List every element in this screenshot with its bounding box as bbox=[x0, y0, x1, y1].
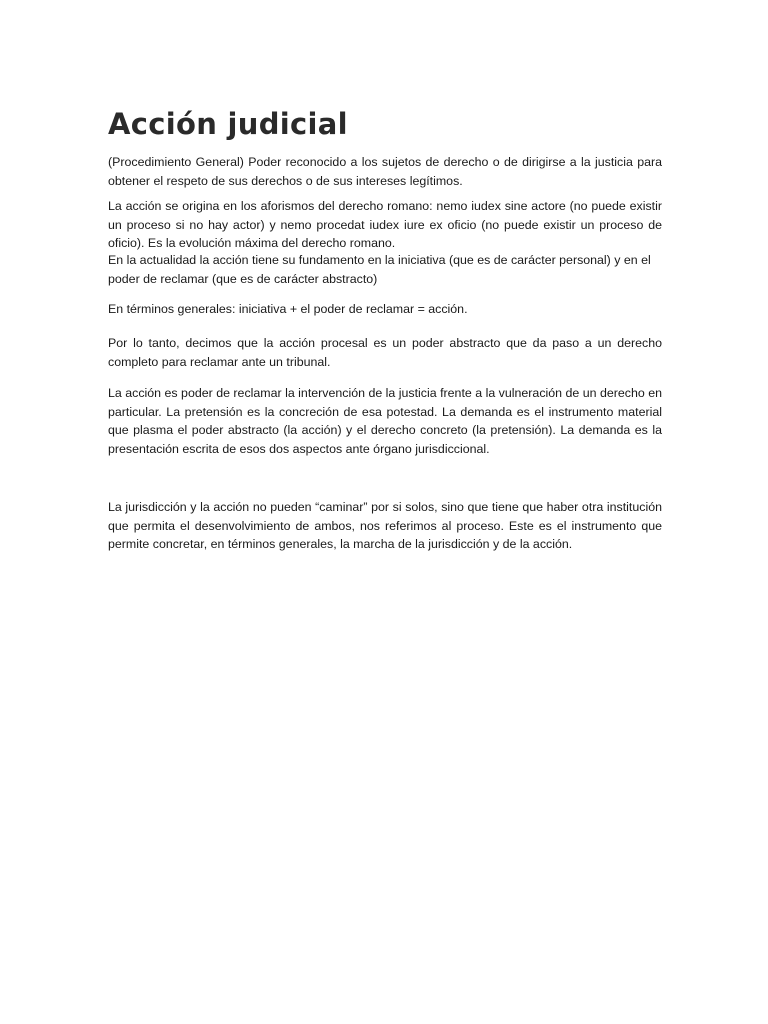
page-title: Acción judicial bbox=[108, 107, 348, 141]
paragraph-definition: (Procedimiento General) Poder reconocido a los sujetos de derecho o de dirigirse a la justicia para obtener el respeto de sus derechos o de sus intereses legítimos. bbox=[108, 155, 662, 188]
paragraph-jurisdiction: La jurisdicción y la acción no pueden “caminar” por si solos, sino que tiene que haber otra institución que permita el desenvolvimiento de ambos, nos referimos al proceso. Este es el instrumento que permite concretar, en términos generales, la marcha de la jurisdicción y de la acción. bbox=[108, 500, 662, 551]
paragraph-origin: La acción se origina en los aforismos del derecho romano: nemo iudex sine actore (no puede existir un proceso si no hay actor) y nemo procedat iudex iure ex oficio (no puede existir un proceso de oficio). Es la evolución máxima del derecho romano. bbox=[108, 199, 662, 250]
paragraph-conclusion: Por lo tanto, decimos que la acción procesal es un poder abstracto que da paso a un derecho completo para reclamar ante un tribunal. bbox=[108, 336, 662, 369]
paragraph-formula: En términos generales: iniciativa + el poder de reclamar = acción. bbox=[108, 302, 468, 316]
paragraph-claim: La acción es poder de reclamar la intervención de la justicia frente a la vulneración de un derecho en particular. La pretensión es la concreción de esa potestad. La demanda es el instrumento material que plasma el poder abstracto (la acción) y el derecho concreto (la pretensión). La demanda es la presentación escrita de esos dos aspectos ante órgano jurisdiccional. bbox=[108, 386, 662, 456]
paragraph-foundation: En la actualidad la acción tiene su fundamento en la iniciativa (que es de carácter personal) y en el poder de reclamar (que es de carácter abstracto) bbox=[108, 253, 651, 286]
